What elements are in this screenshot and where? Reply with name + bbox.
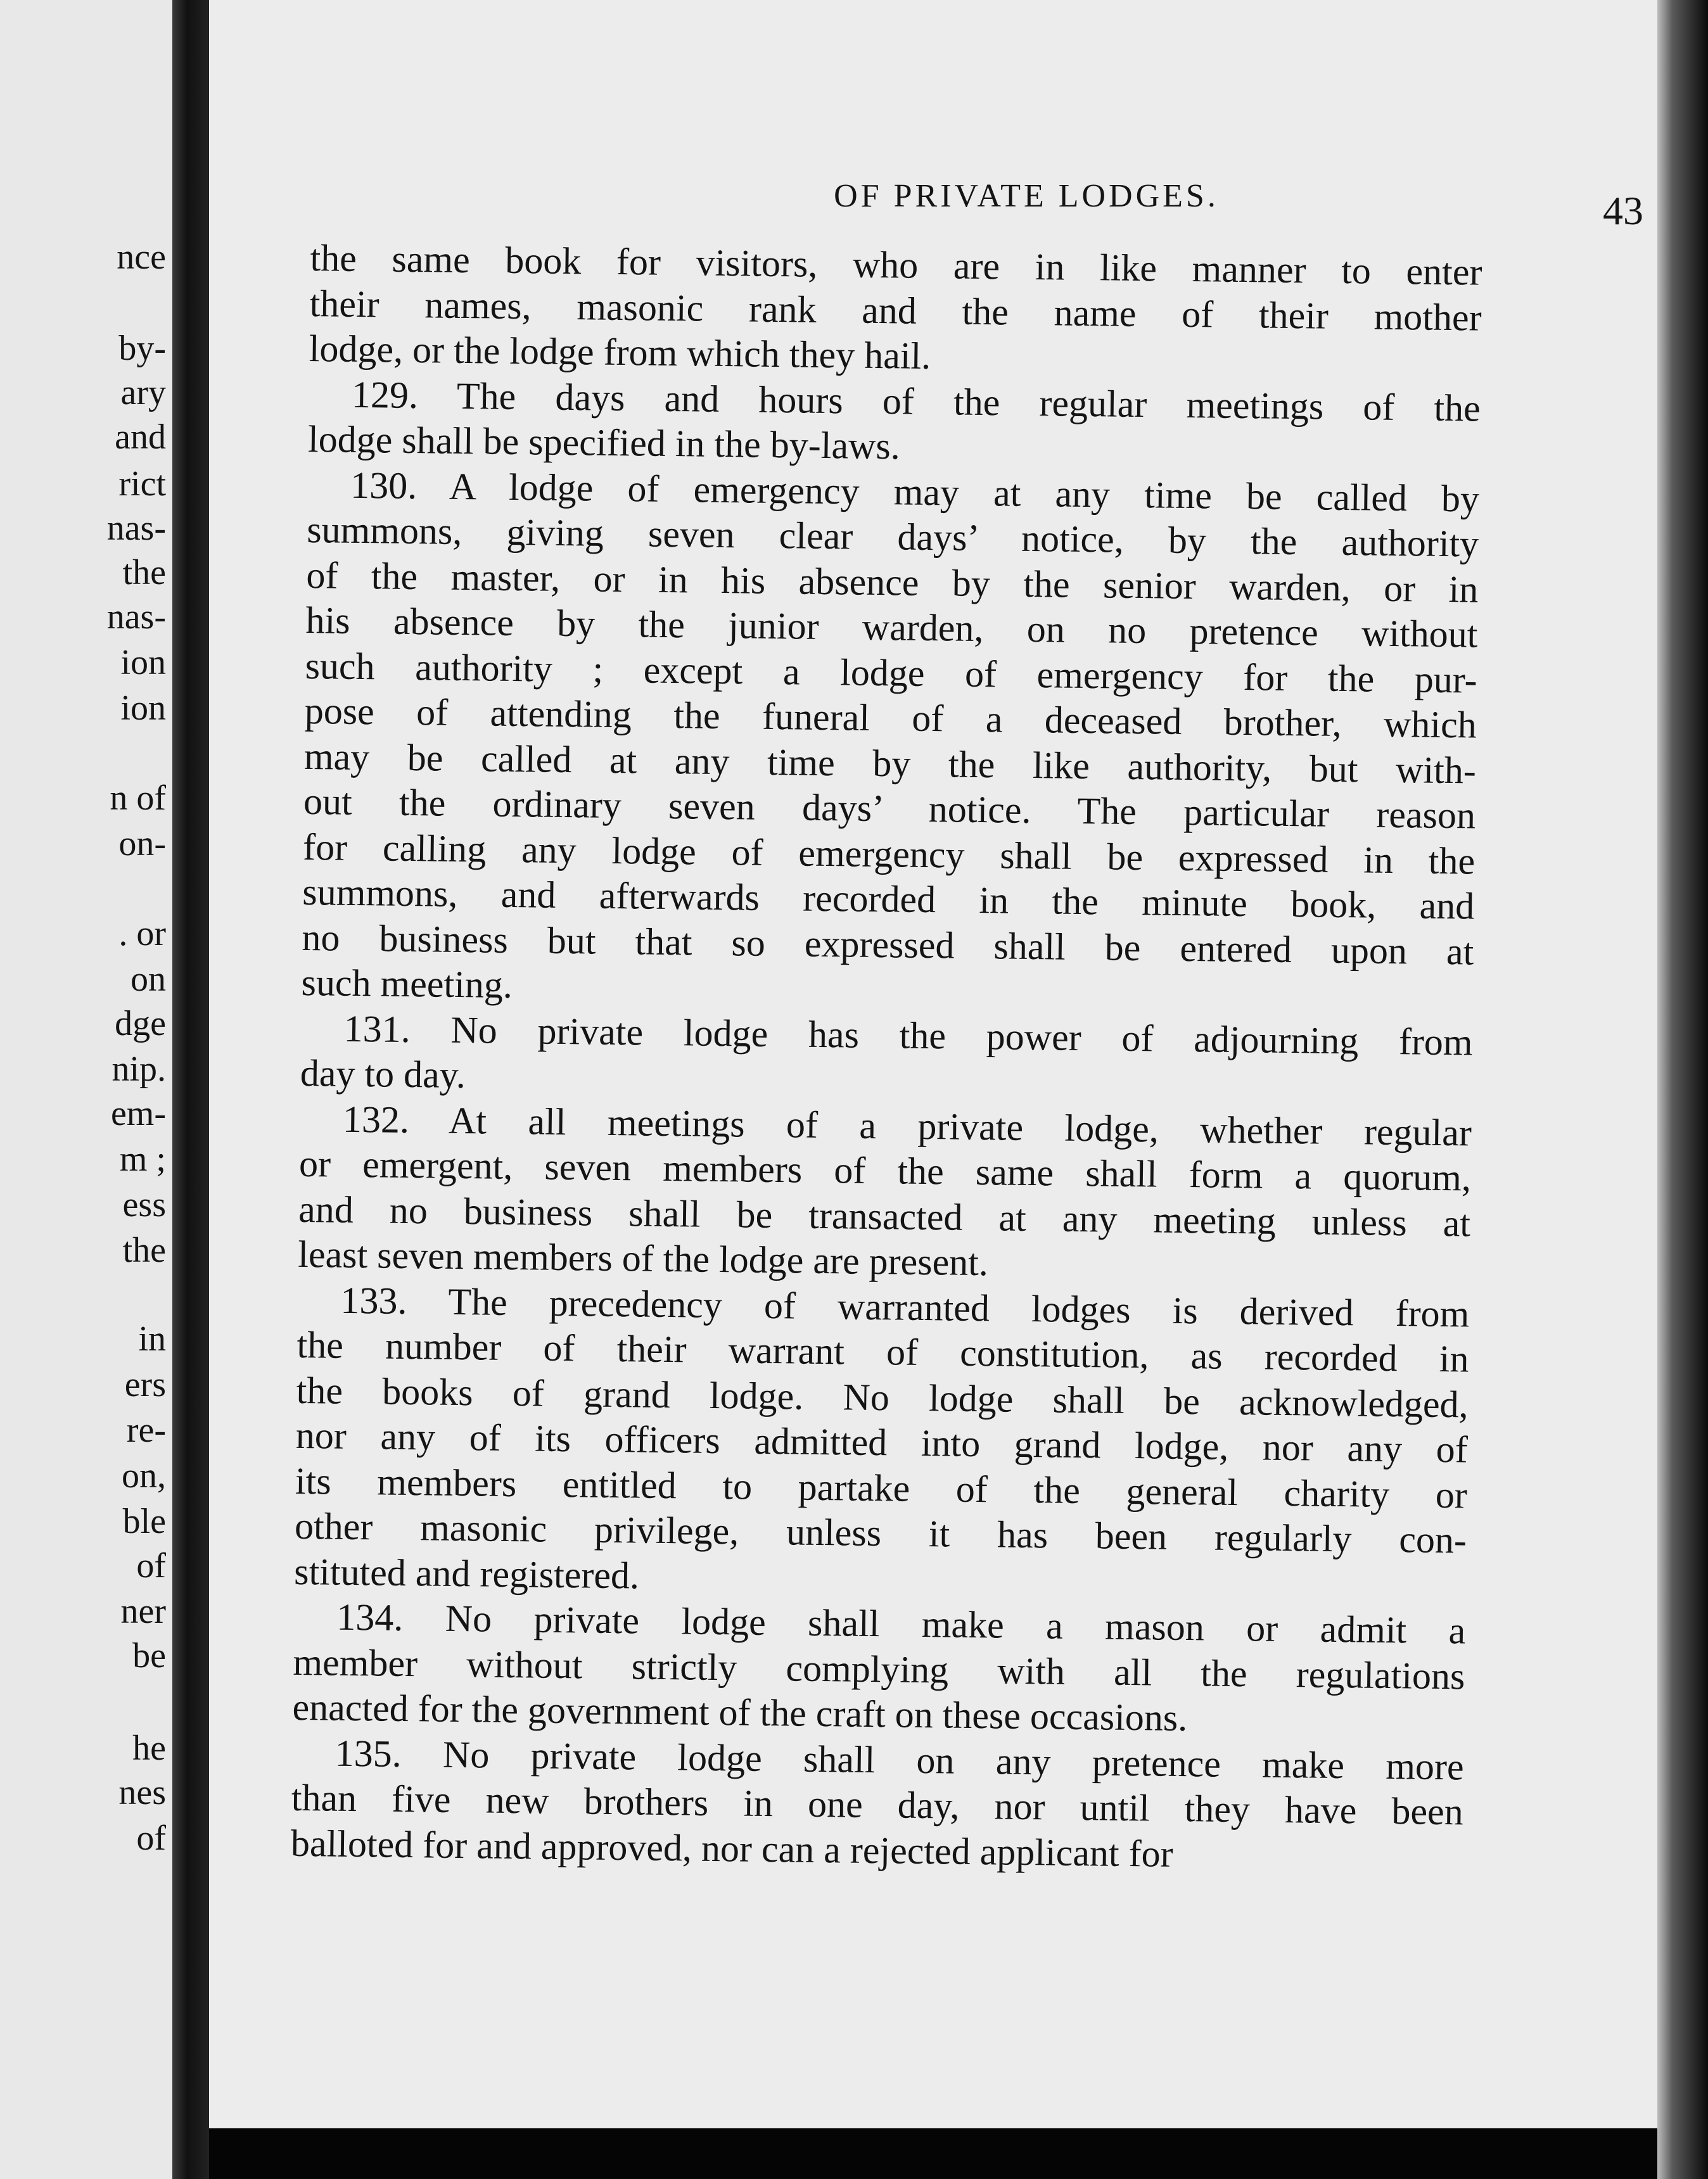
left-page-fragment: the (122, 1231, 166, 1270)
text-line: their names, masonic rank and the name of their mother (309, 282, 1482, 339)
text-line: other masonic privilege, unless it has been regularly con- (294, 1504, 1467, 1561)
left-page-fragment: n of (110, 778, 166, 818)
left-page-fragment: ers (124, 1365, 166, 1404)
text-line: than five new brothers in one day, nor until they have been (291, 1776, 1464, 1833)
left-page-fragment: m ; (119, 1140, 166, 1179)
left-page-fragment: be (132, 1636, 166, 1675)
text-line: 131. No private lodge has the power of adjourning from (343, 1007, 1473, 1064)
left-page-fragment: of (136, 1819, 166, 1858)
left-page-fragment: rict (118, 464, 166, 504)
text-line: enacted for the government of the craft on these occasions. (292, 1686, 1188, 1739)
left-page-fragment: on, (122, 1456, 166, 1496)
text-line: day to day. (300, 1051, 466, 1096)
text-line: the number of their warrant of constitution, as recorded in (296, 1323, 1469, 1380)
text-line: 134. No private lodge shall make a mason or admit a (336, 1596, 1466, 1652)
text-line: of the master, or in his absence by the senior warden, or in (306, 554, 1479, 611)
text-line: balloted for and approved, nor can a rejected applicant for (290, 1822, 1173, 1875)
page-edge (1657, 0, 1708, 2179)
left-page-fragment: nce (117, 238, 166, 277)
left-page-fragment: he (132, 1729, 166, 1768)
text-line: no business but that so expressed shall be entered upon at (302, 916, 1474, 973)
left-page-fragment: in (138, 1319, 166, 1359)
text-line: 132. At all meetings of a private lodge, whether regular (342, 1098, 1472, 1153)
text-line: nor any of its officers admitted into grand lodge, nor any of (295, 1414, 1469, 1471)
running-head: OF PRIVATE LODGES. (834, 178, 1219, 214)
left-page-fragment: em- (110, 1094, 166, 1133)
text-line: summons, giving seven clear days’ notice, by the authority (306, 508, 1479, 565)
left-page-fragment: ble (122, 1502, 166, 1541)
left-page-fragment: by- (118, 329, 166, 368)
text-line: the books of grand lodge. No lodge shall be acknowledged, (296, 1369, 1469, 1425)
left-page-fragment: nes (118, 1773, 166, 1812)
left-page-fragment: ary (120, 373, 166, 412)
left-page-fragment: ner (120, 1592, 166, 1631)
text-line: 130. A lodge of emergency may at any time be called by (350, 464, 1480, 520)
book-page (209, 0, 1657, 2128)
left-page-fragment: . or (118, 914, 166, 953)
text-line: such meeting. (301, 961, 513, 1006)
left-page-fragment: nip. (112, 1050, 166, 1089)
page-number: 43 (1603, 188, 1643, 233)
text-line: or emergent, seven members of the same shall form a quorum, (298, 1142, 1472, 1199)
left-page-fragment: on (131, 960, 166, 999)
left-page-fragment: of (136, 1546, 166, 1585)
text-line: for calling any lodge of emergency shall be expressed in the (302, 825, 1475, 882)
text-line: its members entitled to partake of the general charity or (295, 1459, 1468, 1516)
text-line: out the ordinary seven days’ notice. The particular reason (303, 780, 1476, 837)
text-line: member without strictly complying with all the regulations (293, 1641, 1465, 1697)
left-page-fragment: on- (118, 824, 166, 863)
text-line: the same book for visitors, who are in like manner to enter (310, 236, 1482, 293)
text-line: 135. No private lodge shall on any pretence make more (335, 1732, 1465, 1788)
page-bottom-edge (209, 2128, 1657, 2179)
text-line: pose of attending the funeral of a deceased brother, which (304, 689, 1477, 746)
left-page-fragment: re- (126, 1411, 166, 1450)
text-line: his absence by the junior warden, on no pretence without (305, 599, 1478, 656)
left-page-fragment: the (122, 553, 166, 592)
text-line: and no business shall be transacted at any meeting unless at (298, 1188, 1471, 1244)
text-line: such authority ; except a lodge of emergency for the pur- (305, 644, 1477, 701)
body-text (291, 236, 1482, 1880)
text-line: least seven members of the lodge are present. (297, 1233, 989, 1284)
left-page-fragment: ess (122, 1185, 166, 1224)
left-page-fragment: ion (120, 643, 166, 682)
left-page-fragment: and (115, 417, 166, 457)
left-page-margin (0, 0, 172, 2179)
text-line: stituted and registered. (293, 1550, 640, 1596)
text-line: lodge shall be specified in the by-laws. (307, 417, 901, 467)
text-line: lodge, or the lodge from which they hail. (309, 327, 931, 377)
left-page-fragment: nas- (106, 597, 166, 637)
text-line: summons, and afterwards recorded in the minute book, and (302, 870, 1475, 927)
left-page-fragment: dge (115, 1004, 166, 1043)
text-line: 129. The days and hours of the regular meetings of the (351, 373, 1481, 429)
left-page-fragment: nas- (106, 509, 166, 548)
left-page-fragment: ion (120, 689, 166, 728)
book-gutter (172, 0, 209, 2179)
text-line: may be called at any time by the like authority, but with- (303, 735, 1477, 792)
text-line: 133. The precedency of warranted lodges is derived from (340, 1279, 1470, 1335)
